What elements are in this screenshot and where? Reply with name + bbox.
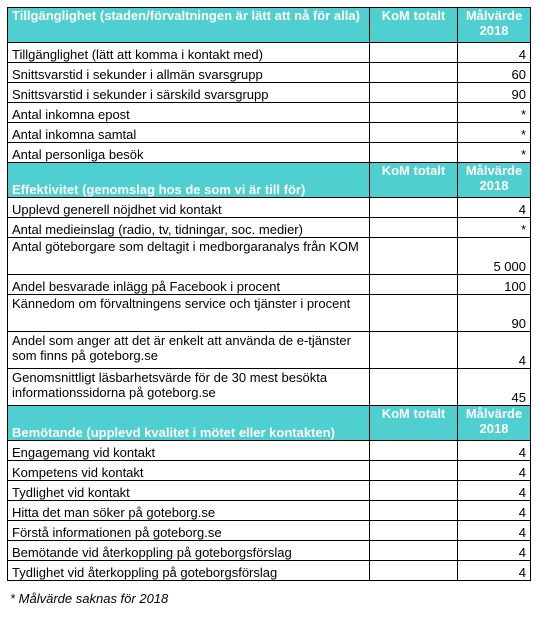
row-label: Tillgänglighet (lätt att komma i kontakt med) (8, 43, 370, 63)
section-title: Tillgänglighet (staden/förvaltningen är lätt att nå för alla) (8, 8, 370, 43)
table-row (8, 63, 531, 83)
table-row (8, 43, 531, 63)
row-label: Antal personliga besök (8, 143, 370, 163)
column-header-target: Målvärde 2018 (458, 406, 531, 441)
row-label: Antal göteborgare som deltagit i medborgaranalys från KOM (8, 238, 370, 275)
row-label: Bemötande vid återkoppling på goteborgsförslag (8, 541, 370, 561)
row-target-value: 4 (458, 332, 531, 369)
section-header (8, 163, 531, 198)
row-label: Upplevd generell nöjdhet vid kontakt (8, 198, 370, 218)
row-target-value: 4 (458, 43, 531, 63)
table-row (8, 461, 531, 481)
row-target-value: 4 (458, 521, 531, 541)
row-target-value: 90 (458, 295, 531, 332)
row-kom-value (370, 63, 458, 83)
kpi-table (7, 7, 531, 581)
row-target-value: 4 (458, 481, 531, 501)
row-kom-value (370, 461, 458, 481)
section-header (8, 406, 531, 441)
table-row (8, 83, 531, 103)
row-target-value: * (458, 123, 531, 143)
row-target-value: 45 (458, 369, 531, 406)
row-target-value: 90 (458, 83, 531, 103)
row-label: Tydlighet vid återkoppling på goteborgsförslag (8, 561, 370, 581)
table-row (8, 238, 531, 275)
row-kom-value (370, 481, 458, 501)
kpi-table-body (8, 8, 531, 581)
row-target-value: 4 (458, 461, 531, 481)
row-label: Andel som anger att det är enkelt att använda de e-tjänster som finns på goteborg.se (8, 332, 370, 369)
column-header-target: Målvärde 2018 (458, 8, 531, 43)
section-title: Bemötande (upplevd kvalitet i mötet eller kontakten) (8, 406, 370, 441)
row-kom-value (370, 238, 458, 275)
row-label: Förstå informationen på goteborg.se (8, 521, 370, 541)
row-kom-value (370, 295, 458, 332)
row-kom-value (370, 369, 458, 406)
table-row (8, 332, 531, 369)
row-target-value: 4 (458, 198, 531, 218)
table-row (8, 275, 531, 295)
table-row (8, 123, 531, 143)
row-target-value: 60 (458, 63, 531, 83)
table-row (8, 481, 531, 501)
row-label: Antal inkomna epost (8, 103, 370, 123)
column-header-target: Målvärde 2018 (458, 163, 531, 198)
row-kom-value (370, 218, 458, 238)
row-kom-value (370, 83, 458, 103)
row-label: Hitta det man söker på goteborg.se (8, 501, 370, 521)
row-label: Antal medieinslag (radio, tv, tidningar, soc. medier) (8, 218, 370, 238)
row-target-value: 4 (458, 441, 531, 461)
table-row (8, 541, 531, 561)
table-row (8, 143, 531, 163)
row-kom-value (370, 501, 458, 521)
row-kom-value (370, 143, 458, 163)
row-kom-value (370, 521, 458, 541)
column-header-kom: KoM totalt (370, 406, 458, 441)
table-row (8, 103, 531, 123)
row-target-value: * (458, 103, 531, 123)
section-header (8, 8, 531, 43)
table-row (8, 369, 531, 406)
column-header-kom: KoM totalt (370, 163, 458, 198)
row-label: Snittsvarstid i sekunder i särskild svarsgrupp (8, 83, 370, 103)
row-kom-value (370, 103, 458, 123)
row-target-value: 100 (458, 275, 531, 295)
table-row (8, 441, 531, 461)
row-kom-value (370, 541, 458, 561)
table-row (8, 561, 531, 581)
row-target-value: 4 (458, 501, 531, 521)
row-label: Genomsnittligt läsbarhetsvärde för de 30 mest besökta informationssidorna på goteborg.se (8, 369, 370, 406)
row-label: Snittsvarstid i sekunder i allmän svarsgrupp (8, 63, 370, 83)
row-kom-value (370, 561, 458, 581)
row-kom-value (370, 198, 458, 218)
table-row (8, 295, 531, 332)
row-kom-value (370, 441, 458, 461)
row-kom-value (370, 275, 458, 295)
footnote: * Målvärde saknas för 2018 (10, 591, 169, 606)
table-row (8, 521, 531, 541)
row-label: Andel besvarade inlägg på Facebook i procent (8, 275, 370, 295)
row-target-value: * (458, 218, 531, 238)
row-kom-value (370, 123, 458, 143)
table-row (8, 218, 531, 238)
row-label: Tydlighet vid kontakt (8, 481, 370, 501)
row-label: Antal inkomna samtal (8, 123, 370, 143)
row-target-value: 4 (458, 541, 531, 561)
row-target-value: * (458, 143, 531, 163)
row-label: Engagemang vid kontakt (8, 441, 370, 461)
row-target-value: 4 (458, 561, 531, 581)
table-row (8, 501, 531, 521)
row-kom-value (370, 332, 458, 369)
row-kom-value (370, 43, 458, 63)
section-title: Effektivitet (genomslag hos de som vi är till för) (8, 163, 370, 198)
column-header-kom: KoM totalt (370, 8, 458, 43)
row-label: Kännedom om förvaltningens service och tjänster i procent (8, 295, 370, 332)
table-row (8, 198, 531, 218)
row-label: Kompetens vid kontakt (8, 461, 370, 481)
row-target-value: 5 000 (458, 238, 531, 275)
